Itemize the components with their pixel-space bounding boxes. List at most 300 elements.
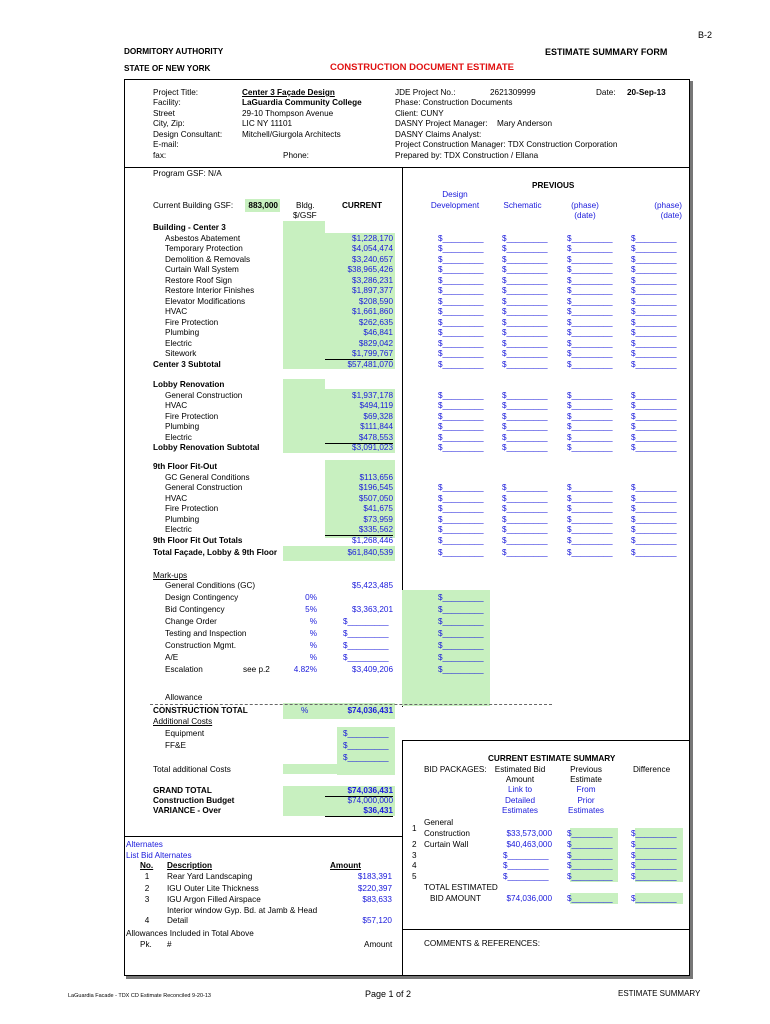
line-item-label: HVAC bbox=[165, 493, 188, 503]
previous-estimate-cell-3: $_________ bbox=[567, 265, 613, 274]
markup-percent: 4.82% bbox=[293, 665, 317, 674]
previous-estimate-cell-2: $_________ bbox=[502, 254, 548, 264]
previous-estimate-cell-4: $_________ bbox=[631, 254, 677, 264]
street-label: Street bbox=[153, 109, 175, 118]
line-item-current-value: $507,050 bbox=[358, 493, 393, 503]
alternate-number: 2 bbox=[144, 884, 150, 893]
previous-estimate-cell-2: $_________ bbox=[502, 493, 548, 503]
previous-estimate-cell-3: $_________ bbox=[567, 483, 613, 492]
grand-total-value: $74,036,431 bbox=[325, 786, 393, 797]
previous-estimate-cell-1: $_________ bbox=[438, 296, 484, 306]
additional-costs-label: Additional Costs bbox=[153, 717, 213, 726]
construction-total-value: $74,036,431 bbox=[347, 706, 393, 715]
previous-estimate-cell-3: $_________ bbox=[567, 390, 613, 400]
project-title-value: Center 3 Façade Design bbox=[242, 88, 335, 97]
package-name: Curtain Wall bbox=[424, 840, 469, 849]
markup-percent: 0% bbox=[305, 593, 317, 602]
allowance-divider bbox=[150, 704, 552, 705]
previous-estimate-cell-1: $_________ bbox=[438, 349, 484, 358]
line-item-label: General Construction bbox=[165, 390, 243, 400]
markup-previous-cell: $_________ bbox=[438, 653, 484, 662]
previous-estimate-cell-2: $_________ bbox=[502, 504, 548, 513]
design-column-header: Design bbox=[442, 190, 468, 199]
construction-budget-label: Construction Budget bbox=[153, 796, 235, 805]
previous-estimate-cell-2: $_________ bbox=[502, 432, 548, 442]
previous-estimate-cell-1: $_________ bbox=[438, 275, 484, 285]
previous-estimate-cell-4: $_________ bbox=[631, 504, 677, 513]
line-item-label: General Construction bbox=[165, 483, 243, 492]
variance-value: $36,431 bbox=[325, 806, 393, 817]
alternates-no-header: No. bbox=[140, 861, 154, 870]
section-title: Building - Center 3 bbox=[153, 223, 226, 232]
previous-estimate-cell-2: $_________ bbox=[502, 338, 548, 348]
previous-estimate-cell-4: $_________ bbox=[631, 328, 677, 337]
section-subtotal-label: 9th Floor Fit Out Totals bbox=[153, 535, 243, 545]
previous-estimate-cell-4: $_________ bbox=[631, 411, 677, 421]
previous-estimate-cell-1: $_________ bbox=[438, 514, 484, 524]
line-item-label: HVAC bbox=[165, 401, 188, 410]
markup-percent: % bbox=[309, 653, 317, 662]
package-number: 2 bbox=[412, 840, 417, 849]
markup-previous-cell: $_________ bbox=[438, 665, 484, 674]
facility-label: Facility: bbox=[153, 98, 181, 107]
project-info-divider bbox=[124, 167, 690, 168]
bid-packages-label: BID PACKAGES: bbox=[424, 765, 487, 774]
from-label[interactable]: From bbox=[576, 785, 596, 794]
previous-estimate-cell-2: $_________ bbox=[502, 328, 548, 337]
document-title: CONSTRUCTION DOCUMENT ESTIMATE bbox=[330, 62, 515, 73]
alternate-amount bbox=[320, 906, 392, 916]
previous-estimate-cell-2: $_________ bbox=[502, 244, 548, 253]
line-item-current-value: $829,042 bbox=[358, 338, 393, 348]
previous-estimate-cell-1: $_________ bbox=[438, 548, 484, 557]
program-gsf: Program GSF: N/A bbox=[153, 169, 222, 178]
summary-left-border bbox=[402, 740, 403, 976]
previous-estimate-cell-1: $_________ bbox=[438, 233, 484, 243]
bldg-gsf-column-1 bbox=[283, 221, 325, 369]
line-item-current-value: $69,328 bbox=[363, 411, 393, 421]
section-subtotal-value: $57,481,070 bbox=[347, 359, 393, 369]
alternates-amount-header: Amount bbox=[330, 861, 361, 870]
previous-estimate-cell-4: $_________ bbox=[631, 265, 677, 274]
comments-divider bbox=[402, 929, 690, 930]
previous-estimate-cell-3: $_________ bbox=[567, 493, 613, 503]
total-additional-label: Total additional Costs bbox=[153, 765, 231, 774]
alternates-divider bbox=[124, 836, 402, 837]
previous-estimate-cell-2: $_________ bbox=[502, 535, 548, 545]
previous-estimate-cell-3: $_________ bbox=[567, 443, 613, 452]
previous-estimate-cell-1: $_________ bbox=[438, 443, 484, 452]
previous-estimate-cell-4: $_________ bbox=[631, 493, 677, 503]
design-consultant-label: Design Consultant: bbox=[153, 130, 223, 139]
bldg-label: Bldg. bbox=[296, 201, 315, 210]
bldg-gsf-column-2 bbox=[283, 379, 325, 453]
date-value: 20-Sep-13 bbox=[627, 88, 666, 97]
markup-previous-cell: $_________ bbox=[438, 617, 484, 626]
previous-estimate-cell-2: $_________ bbox=[502, 514, 548, 524]
summary-top-border bbox=[402, 740, 690, 741]
markups-title: Mark-ups bbox=[153, 571, 188, 580]
schematic-column-header: Schematic bbox=[503, 201, 542, 210]
previous-estimate-cell-3: $_________ bbox=[567, 296, 613, 306]
alternates-title: Alternates bbox=[126, 840, 163, 849]
line-item-current-value: $208,590 bbox=[358, 296, 393, 306]
previous-estimate-cell-2: $_________ bbox=[502, 349, 548, 358]
fax-label: fax: bbox=[153, 151, 167, 160]
previous-estimate-cell-1: $_________ bbox=[438, 317, 484, 327]
previous-estimate-cell-1: $_________ bbox=[438, 535, 484, 545]
markup-previous-cell: $_________ bbox=[438, 593, 484, 602]
jde-project-number: 2621309999 bbox=[490, 88, 536, 97]
line-item-current-value: $46,841 bbox=[363, 328, 393, 337]
previous-estimate-cell-3: $_________ bbox=[567, 432, 613, 442]
equipment-label: Equipment bbox=[165, 729, 205, 738]
previous-estimate-cell-2: $_________ bbox=[502, 286, 548, 295]
previous-estimate-cell-2: $_________ bbox=[502, 233, 548, 243]
package-previous-cell: $_________ bbox=[567, 851, 613, 860]
date-column-header-2: (date) bbox=[660, 211, 682, 220]
package-difference-cell: $_________ bbox=[631, 861, 677, 870]
line-item-current-value: $4,054,474 bbox=[352, 244, 393, 253]
allowance-label: Allowance bbox=[165, 693, 203, 702]
previous-estimate-cell-1: $_________ bbox=[438, 422, 484, 431]
line-item-label: Electric bbox=[165, 525, 192, 534]
section-subtotal-label: Lobby Renovation Subtotal bbox=[153, 443, 260, 452]
comments-label: COMMENTS & REFERENCES: bbox=[424, 939, 541, 948]
line-item-current-value: $111,844 bbox=[360, 422, 393, 431]
line-item-label: Plumbing bbox=[165, 514, 200, 524]
previous-estimate-cell-1: $_________ bbox=[438, 359, 484, 369]
line-item-label: Electric bbox=[165, 432, 192, 442]
previous-estimate-cell-4: $_________ bbox=[631, 422, 677, 431]
previous-estimate-cell-2: $_________ bbox=[502, 548, 548, 557]
total-additional-row bbox=[283, 764, 395, 774]
previous-estimate-cell-3: $_________ bbox=[567, 401, 613, 410]
package-amount: $33,573,000 bbox=[506, 829, 552, 838]
previous-estimate-cell-4: $_________ bbox=[631, 535, 677, 545]
total-facade-value: $61,840,539 bbox=[347, 548, 393, 557]
markup-value: $_________ bbox=[343, 629, 389, 638]
previous-estimate-cell-1: $_________ bbox=[438, 328, 484, 337]
construction-total-pct: % bbox=[301, 706, 309, 715]
markup-value: $5,423,485 bbox=[352, 581, 393, 590]
previous-estimate-cell-2: $_________ bbox=[502, 307, 548, 316]
package-name-2: Construction bbox=[424, 829, 470, 838]
alternate-amount: $183,391 bbox=[357, 872, 392, 881]
alternate-number: 3 bbox=[144, 895, 150, 904]
line-item-current-value: $1,897,377 bbox=[352, 286, 393, 295]
package-number: 1 bbox=[412, 824, 417, 833]
package-name: General bbox=[424, 818, 454, 827]
previous-estimate-cell-2: $_________ bbox=[502, 422, 548, 431]
package-number: 3 bbox=[412, 851, 417, 860]
line-item-label: Restore Interior Finishes bbox=[165, 286, 255, 295]
line-item-label: Restore Roof Sign bbox=[165, 275, 232, 285]
previous-estimate-cell-3: $_________ bbox=[567, 275, 613, 285]
previous-estimate-cell-4: $_________ bbox=[631, 548, 677, 557]
line-item-current-value: $196,545 bbox=[358, 483, 393, 492]
previous-estimate-cell-1: $_________ bbox=[438, 254, 484, 264]
markup-previous-cell: $_________ bbox=[438, 605, 484, 614]
previous-estimate-cell-4: $_________ bbox=[631, 432, 677, 442]
line-item-label: Fire Protection bbox=[165, 411, 219, 421]
alternate-amount: $83,633 bbox=[362, 895, 392, 904]
line-item-label: Plumbing bbox=[165, 422, 200, 431]
line-item-current-value: $38,965,426 bbox=[347, 265, 393, 274]
previous-estimate-cell-3: $_________ bbox=[567, 349, 613, 358]
markup-label: Testing and Inspection bbox=[165, 629, 247, 638]
line-item-current-value: $1,937,178 bbox=[352, 390, 393, 400]
line-item-current-value: $1,661,860 bbox=[352, 307, 393, 316]
markup-percent: % bbox=[309, 641, 317, 650]
bid-amount-label: BID AMOUNT bbox=[430, 894, 481, 903]
previous-header: Previous bbox=[570, 765, 602, 774]
line-item-current-value: $478,553 bbox=[325, 433, 393, 444]
previous-estimate-cell-1: $_________ bbox=[438, 504, 484, 513]
total-bid-amount-value: $74,036,000 bbox=[506, 894, 552, 903]
previous-estimate-cell-3: $_________ bbox=[567, 317, 613, 327]
previous-estimate-cell-1: $_________ bbox=[438, 401, 484, 410]
markup-label: Escalation bbox=[165, 665, 203, 674]
package-previous-cell: $_________ bbox=[567, 829, 613, 838]
previous-estimate-cell-1: $_________ bbox=[438, 411, 484, 421]
link-to-label[interactable]: Link to bbox=[507, 785, 533, 794]
previous-estimate-cell-4: $_________ bbox=[631, 317, 677, 327]
line-item-current-value: $113,656 bbox=[359, 472, 393, 482]
previous-estimate-cell-1: $_________ bbox=[438, 286, 484, 295]
line-item-current-value: $3,286,231 bbox=[352, 275, 393, 285]
pk-label: Pk. bbox=[140, 940, 152, 949]
package-number: 5 bbox=[412, 872, 417, 881]
previous-estimate-cell-4: $_________ bbox=[631, 359, 677, 369]
previous-estimate-cell-4: $_________ bbox=[631, 514, 677, 524]
phase-column-header-2: (phase) bbox=[654, 201, 682, 210]
dasny-pm-name: Mary Anderson bbox=[497, 119, 553, 128]
hash-label: # bbox=[167, 940, 172, 949]
markup-label: Change Order bbox=[165, 617, 217, 626]
line-item-label: Fire Protection bbox=[165, 317, 219, 327]
total-bldg-gsf-cell bbox=[283, 546, 325, 561]
total-facade-label: Total Façade, Lobby & 9th Floor bbox=[153, 548, 278, 557]
prior-estimates-label[interactable]: Estimates bbox=[568, 806, 604, 815]
previous-estimate-cell-1: $_________ bbox=[438, 493, 484, 503]
alternate-description: IGU Outer Lite Thickness bbox=[167, 884, 259, 893]
package-previous-cell: $_________ bbox=[567, 872, 613, 881]
alternate-description: IGU Argon Filled Airspace bbox=[167, 895, 261, 904]
previous-estimate-cell-1: $_________ bbox=[438, 525, 484, 534]
section-subtotal-value: $1,268,446 bbox=[352, 535, 393, 545]
section-title: Lobby Renovation bbox=[153, 380, 225, 389]
previous-estimate-cell-4: $_________ bbox=[631, 244, 677, 253]
previous-estimate-cell-1: $_________ bbox=[438, 432, 484, 442]
page-label: B-2 bbox=[698, 30, 713, 40]
allowance-amount-label: Amount bbox=[364, 940, 393, 949]
phase-line: Phase: Construction Documents bbox=[395, 98, 513, 107]
footer-file-name: LaGuardia Facade - TDX CD Estimate Reconciled 9-20-13 bbox=[68, 993, 211, 999]
alternate-amount: $57,120 bbox=[362, 916, 392, 925]
form-title: ESTIMATE SUMMARY FORM bbox=[545, 47, 668, 57]
previous-estimate-cell-2: $_________ bbox=[502, 443, 548, 452]
previous-estimate-cell-1: $_________ bbox=[438, 265, 484, 274]
current-column-header: CURRENT bbox=[342, 201, 383, 210]
estimate-header: Estimate bbox=[570, 775, 602, 784]
alternate-amount: $220,397 bbox=[357, 884, 392, 893]
package-previous-cell: $_________ bbox=[567, 861, 613, 870]
package-amount: $_________ bbox=[503, 851, 549, 860]
line-item-label: Sitework bbox=[165, 349, 197, 358]
line-item-label: Curtain Wall System bbox=[165, 265, 239, 274]
line-item-current-value: $1,799,767 bbox=[325, 349, 393, 360]
markup-value: $3,409,206 bbox=[352, 665, 393, 674]
phase-column-header-1: (phase) bbox=[571, 201, 599, 210]
line-item-label: Electric bbox=[165, 338, 192, 348]
total-previous-value: $_________ bbox=[567, 894, 613, 903]
previous-estimate-cell-4: $_________ bbox=[631, 483, 677, 492]
line-item-current-value: $494,119 bbox=[359, 401, 393, 410]
previous-estimate-cell-4: $_________ bbox=[631, 443, 677, 452]
current-gsf-label: Current Building GSF: bbox=[153, 201, 234, 210]
previous-estimate-cell-4: $_________ bbox=[631, 338, 677, 348]
previous-estimate-cell-4: $_________ bbox=[631, 525, 677, 534]
ffe-label: FF&E bbox=[165, 741, 186, 750]
summary-title: CURRENT ESTIMATE SUMMARY bbox=[488, 754, 616, 763]
alternate-number: 4 bbox=[144, 916, 150, 925]
project-title-label: Project Title: bbox=[153, 88, 199, 97]
dasny-pm-label: DASNY Project Manager: bbox=[395, 119, 488, 128]
previous-estimate-cell-1: $_________ bbox=[438, 338, 484, 348]
development-column-header: Development bbox=[430, 201, 480, 210]
previous-estimate-cell-3: $_________ bbox=[567, 525, 613, 534]
previous-estimate-cell-2: $_________ bbox=[502, 296, 548, 306]
line-item-current-value: $73,959 bbox=[363, 514, 393, 524]
previous-estimate-cell-3: $_________ bbox=[567, 254, 613, 264]
previous-estimate-cell-4: $_________ bbox=[631, 286, 677, 295]
previous-estimate-cell-4: $_________ bbox=[631, 233, 677, 243]
line-item-current-value: $1,228,170 bbox=[352, 233, 393, 243]
previous-estimate-cell-3: $_________ bbox=[567, 411, 613, 421]
line-item-current-value: $262,635 bbox=[358, 317, 393, 327]
construction-budget-value: $74,000,000 bbox=[347, 796, 393, 805]
markup-label: General Conditions (GC) bbox=[165, 581, 256, 590]
previous-estimate-cell-4: $_________ bbox=[631, 307, 677, 316]
previous-estimate-cell-1: $_________ bbox=[438, 483, 484, 492]
client-line: Client: CUNY bbox=[395, 109, 444, 118]
total-difference-value: $_________ bbox=[631, 894, 677, 903]
previous-estimate-cell-3: $_________ bbox=[567, 514, 613, 524]
frame-shadow-right bbox=[690, 81, 693, 979]
markup-percent: % bbox=[309, 617, 317, 626]
markup-label: Design Contingency bbox=[165, 593, 239, 602]
markup-value: $3,363,201 bbox=[352, 605, 393, 614]
previous-estimate-cell-3: $_________ bbox=[567, 504, 613, 513]
markup-percent bbox=[283, 581, 317, 591]
email-label: E-mail: bbox=[153, 140, 179, 149]
previous-estimate-cell-3: $_________ bbox=[567, 338, 613, 348]
previous-estimate-cell-3: $_________ bbox=[567, 359, 613, 369]
line-item-label: GC General Conditions bbox=[165, 472, 250, 482]
date-column-header-1: (date) bbox=[574, 211, 596, 220]
previous-estimate-cell-3: $_________ bbox=[567, 535, 613, 545]
escalation-note: see p.2 bbox=[243, 665, 270, 674]
alternate-description: Interior window Gyp. Bd. at Jamb & Head bbox=[167, 906, 318, 915]
per-gsf-label: $/GSF bbox=[293, 211, 317, 220]
line-item-label: Fire Protection bbox=[165, 504, 219, 513]
line-item-label: Temporary Protection bbox=[165, 244, 243, 253]
package-difference-cell: $_________ bbox=[631, 851, 677, 860]
section-title: 9th Floor Fit-Out bbox=[153, 462, 218, 471]
street-value: 29-10 Thompson Avenue bbox=[242, 109, 334, 118]
alternate-description: Detail bbox=[167, 916, 188, 925]
markup-percent: % bbox=[309, 629, 317, 638]
previous-estimate-cell-3: $_________ bbox=[567, 548, 613, 557]
city-zip-value: LIC NY 11101 bbox=[242, 119, 293, 128]
grand-total-label: GRAND TOTAL bbox=[153, 786, 212, 795]
ffe-value: $_________ bbox=[343, 741, 389, 750]
previous-estimate-cell-4: $_________ bbox=[631, 275, 677, 285]
phone-label: Phone: bbox=[283, 151, 309, 160]
prepared-by-line: Prepared by: TDX Construction / Ellana bbox=[395, 151, 539, 160]
markup-previous-cell: $_________ bbox=[438, 641, 484, 650]
previous-estimate-cell-2: $_________ bbox=[502, 265, 548, 274]
prior-label[interactable]: Prior bbox=[577, 796, 595, 805]
previous-estimate-cell-4: $_________ bbox=[631, 349, 677, 358]
previous-estimate-cell-3: $_________ bbox=[567, 307, 613, 316]
markup-label: Construction Mgmt. bbox=[165, 641, 236, 650]
construction-manager-line: Project Construction Manager: TDX Construction Corporation bbox=[395, 140, 618, 149]
difference-header: Difference bbox=[633, 765, 671, 774]
line-item-label: Asbestos Abatement bbox=[165, 233, 241, 243]
frame-shadow-bottom bbox=[126, 976, 693, 979]
line-item-current-value: $41,675 bbox=[363, 504, 393, 513]
markup-value: $_________ bbox=[343, 617, 389, 626]
previous-estimate-cell-1: $_________ bbox=[438, 390, 484, 400]
package-previous-cell: $_________ bbox=[567, 840, 613, 849]
alternates-description-header: Description bbox=[167, 861, 213, 870]
list-bid-alternates: List Bid Alternates bbox=[126, 851, 192, 860]
previous-estimate-cell-2: $_________ bbox=[502, 411, 548, 421]
previous-estimate-cell-2: $_________ bbox=[502, 483, 548, 492]
package-amount: $_________ bbox=[503, 872, 549, 881]
previous-estimate-cell-2: $_________ bbox=[502, 359, 548, 369]
total-estimated-label: TOTAL ESTIMATED bbox=[424, 883, 498, 892]
footer-right-label: ESTIMATE SUMMARY bbox=[618, 989, 701, 998]
previous-estimate-cell-2: $_________ bbox=[502, 525, 548, 534]
previous-estimate-cell-4: $_________ bbox=[631, 390, 677, 400]
markup-previous-cell: $_________ bbox=[438, 629, 484, 638]
previous-estimate-cell-2: $_________ bbox=[502, 317, 548, 327]
markup-label: A/E bbox=[165, 653, 179, 662]
package-number: 4 bbox=[412, 861, 417, 870]
line-item-current-value: $335,562 bbox=[325, 525, 393, 536]
markup-value: $_________ bbox=[343, 641, 389, 650]
package-difference-cell: $_________ bbox=[631, 872, 677, 881]
previous-estimate-cell-3: $_________ bbox=[567, 233, 613, 243]
facility-value: LaGuardia Community College bbox=[242, 98, 362, 107]
dasny-claims-line: DASNY Claims Analyst: bbox=[395, 130, 482, 139]
line-item-label: Elevator Modifications bbox=[165, 296, 246, 306]
detailed-label[interactable]: Detailed bbox=[504, 796, 536, 805]
alternate-number: 1 bbox=[144, 872, 150, 881]
org-name-line1: DORMITORY AUTHORITY bbox=[124, 47, 224, 56]
date-label: Date: bbox=[596, 88, 616, 97]
city-zip-label: City, Zip: bbox=[153, 119, 185, 128]
section-subtotal-value: $3,091,023 bbox=[352, 443, 393, 452]
org-name-line2: STATE OF NEW YORK bbox=[124, 64, 211, 73]
estimates-link-label[interactable]: Estimates bbox=[502, 806, 538, 815]
line-item-label: Demolition & Removals bbox=[165, 254, 251, 264]
previous-estimate-cell-4: $_________ bbox=[631, 401, 677, 410]
alternate-number bbox=[140, 906, 154, 916]
